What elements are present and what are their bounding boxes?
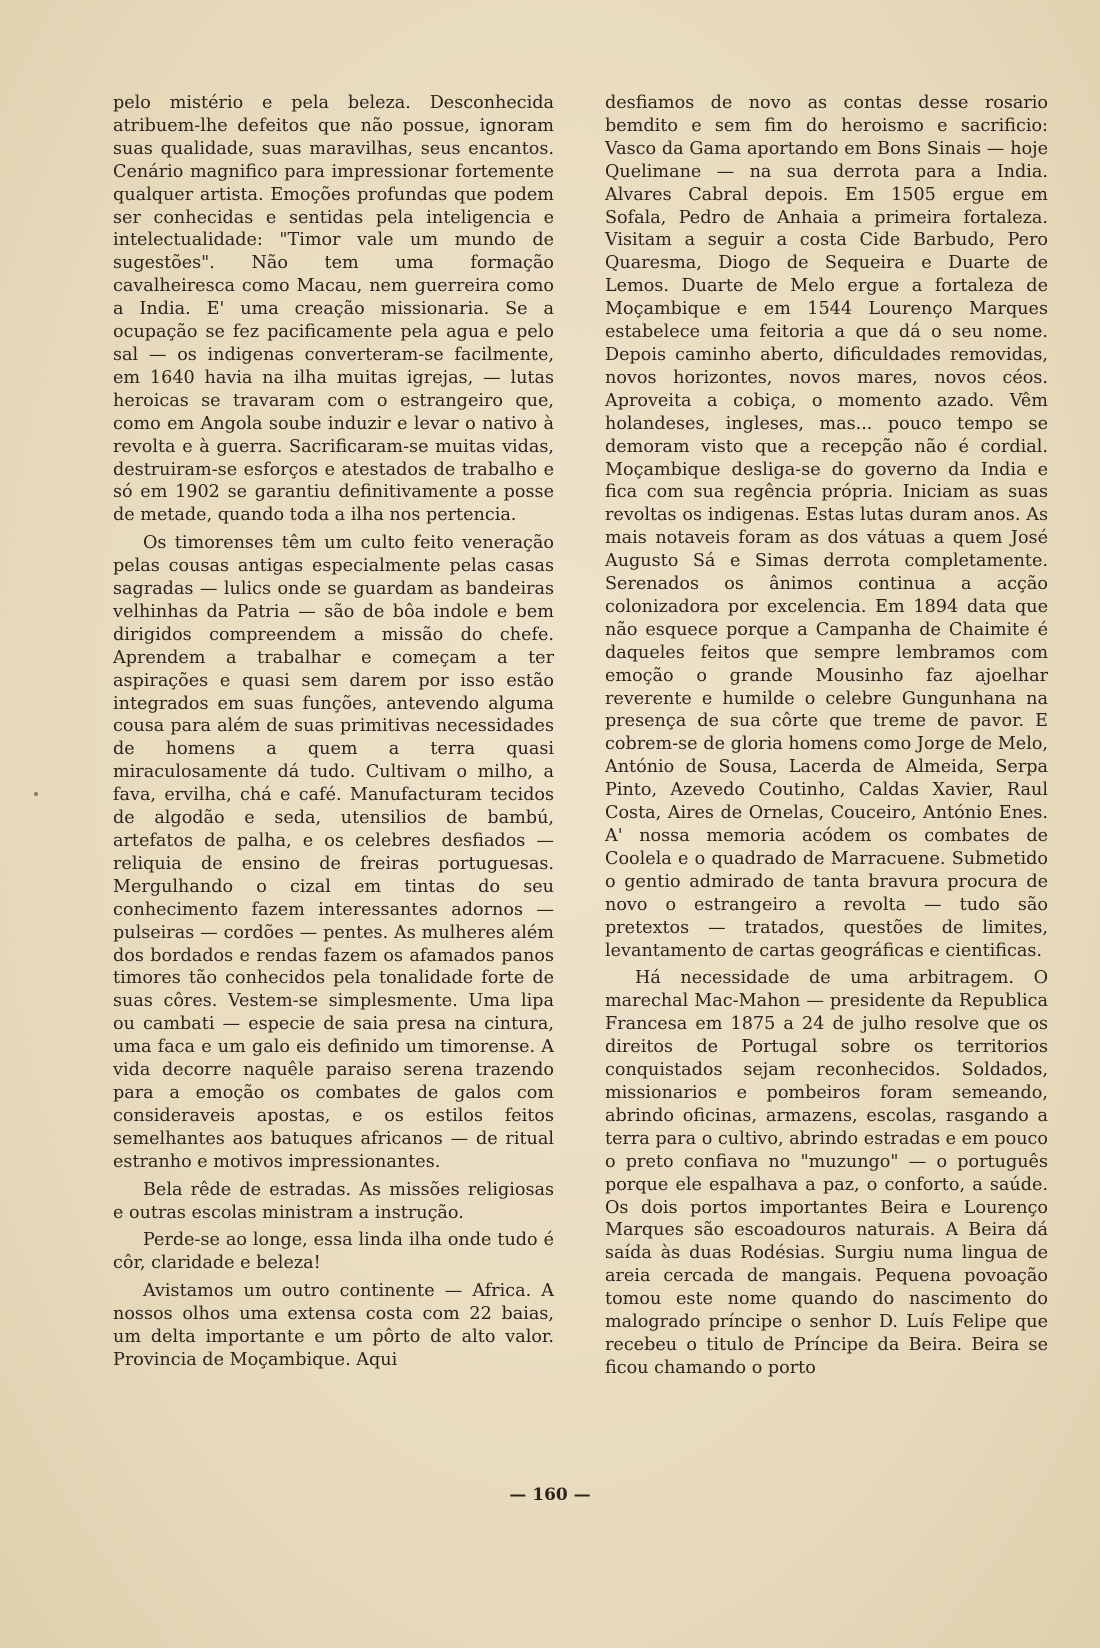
- paper-speck: [34, 792, 38, 796]
- left-paragraph-4: Perde-se ao longe, essa linda ilha onde tudo é côr, claridade e beleza!: [113, 1230, 554, 1274]
- left-column: [113, 92, 554, 1377]
- left-paragraph-1: pelo mistério e pela beleza. Desconhecida atribuem-lhe defeitos que não possue, ignoram suas qualidade, suas maravilhas, seus encantos. Cenário magnifico para impressionar fortemente qualquer artista. Emoções profundas que podem ser conhecidas e sentidas pela inteligencia e intelectualidade: "Timor vale um mundo de sugestões". Não tem uma formação cavalheiresca como Macau, nem guerreira como a India. E' uma creação missionaria. Se a ocupação se fez pacificamente pela agua e pelo sal — os indigenas converteram-se facilmente, em 1640 havia na ilha muitas igrejas, — lutas heroicas se travaram com o estrangeiro que, como em Angola soube induzir e levar o nativo à revolta e à guerra. Sacrificaram-se muitas vidas, destruiram-se esforços e atestados de trabalho e só em 1902 se garantiu definitivamente a posse de metade, quando toda a ilha nos pertencia.: [113, 93, 554, 526]
- left-paragraph-3: Bela rêde de estradas. As missões religiosas e outras escolas ministram a instrução.: [113, 1179, 554, 1223]
- right-paragraph-2: Há necessidade de uma arbitragem. O marechal Mac-Mahon — presidente da Republica Francesa em 1875 a 24 de julho resolve que os direitos de Portugal sobre os territorios conquistados sejam reconhecidos. Soldados, missionarios e pombeiros foram semeando, abrindo oficinas, armazens, escolas, rasgando a terra para o cultivo, abrindo estradas e em pouco o preto confiava no "muzungo" — o português porque ele espalhava a paz, o conforto, a saúde. Os dois portos importantes Beira e Lourenço Marques são escoadouros naturais. A Beira dá saída às duas Rodésias. Surgiu numa lingua de areia cercada de mangais. Pequena povoação tomou este nome quando do nascimento do malogrado príncipe o senhor D. Luís Felipe que recebeu o titulo de Príncipe da Beira. Beira se ficou chamando o porto: [605, 968, 1048, 1378]
- right-paragraph-1: desfiamos de novo as contas desse rosario bemdito e sem fim do heroismo e sacrificio: Vasco da Gama aportando em Bons Sinais — hoje Quelimane — na sua derrota para a India. Alvares Cabral depois. Em 1505 ergue em Sofala, Pedro de Anhaia a primeira fortaleza. Visitam a seguir a costa Cide Barbudo, Pero Quaresma, Diogo de Sequeira e Duarte de Lemos. Duarte de Melo ergue a fortaleza de Moçambique e em 1544 Lourenço Marques estabelece uma feitoria a que dá o seu nome. Depois caminho aberto, dificuldades removidas, novos horizontes, novos mares, novos céos. Aproveita a cobiça, o momento azado. Vêm holandeses, ingleses, mas... pouco tempo se demoram visto que a recepção não é cordial. Moçambique desliga-se do governo da India e fica com sua regência própria. Iniciam as suas revoltas os indigenas. Estas lutas duram anos. As mais notaveis foram as dos vátuas a quem José Augusto Sá e Simas derrota completamente. Serenados os ânimos continua a acção colonizadora por excelencia. Em 1894 data que não esquece porque a Campanha de Chaimite é daqueles feitos que sempre lembramos com emoção o grande Mousinho faz ajoelhar reverente e humilde o celebre Gungunhana na presença de sua côrte que treme de pavor. E cobrem-se de gloria homens como Jorge de Melo, António de Sousa, Lacerda de Almeida, Serpa Pinto, Azevedo Coutinho, Caldas Xavier, Raul Costa, Aires de Ornelas, Couceiro, António Enes. A' nossa memoria acódem os combates de Coolela e o quadrado de Marracuene. Submetido o gentio admirado de tanta bravura procura de novo o estrangeiro a revolta — tudo são pretextos — tratados, questões de limites, levantamento de cartas geográficas e cientificas.: [605, 93, 1048, 961]
- left-paragraph-5: Avistamos um outro continente — Africa. A nossos olhos uma extensa costa com 22 baias, um delta importante e um pôrto de alto valor. Provincia de Moçambique. Aqui: [113, 1281, 554, 1370]
- right-column: [605, 92, 1048, 1385]
- page-number: — 160 —: [509, 1485, 591, 1505]
- left-paragraph-2: Os timorenses têm um culto feito veneração pelas cousas antigas especialmente pelas casas sagradas — lulics onde se guardam as bandeiras velhinhas da Patria — são de bôa indole e bem dirigidos compreendem a missão do chefe. Aprendem a trabalhar e começam a ter aspirações e quasi sem darem por isso estão integrados em suas funções, antevendo alguma cousa para além de suas primitivas necessidades de homens a quem a terra quasi miraculosamente dá tudo. Cultivam o milho, a fava, ervilha, chá e café. Manufacturam tecidos de algodão e seda, utensilios de bambú, artefatos de palha, e os celebres desfiados — reliquia de ensino de freiras portuguesas. Mergulhando o cizal em tintas do seu conhecimento fazem interessantes adornos — pulseiras — cordões — pentes. As mulheres além dos bordados e rendas fazem os afamados panos timores tão conhecidos pela tonalidade forte de suas côres. Vestem-se simplesmente. Uma lipa ou cambati — especie de saia presa na cintura, uma faca e um galo eis definido um timorense. A vida decorre naquêle paraiso serena trazendo para a emoção os combates de galos com consideraveis apostas, e os estilos feitos semelhantes aos batuques africanos — de ritual estranho e motivos impressionantes.: [113, 533, 554, 1172]
